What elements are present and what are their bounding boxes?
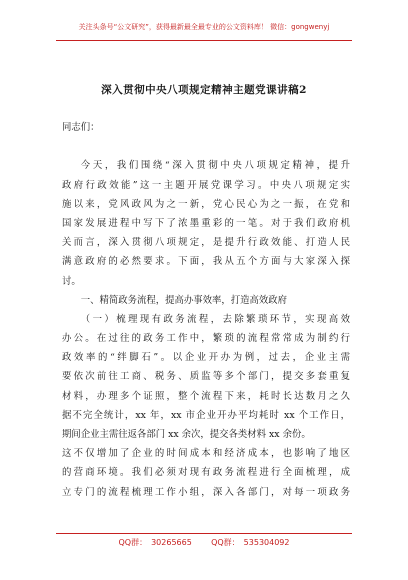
header-divider bbox=[56, 40, 352, 41]
qq-group-number: 30265665 bbox=[151, 538, 192, 547]
body-line: 的营商环境。我们必须对现有政务流程进行全面梳理，成 bbox=[62, 467, 350, 479]
body-line: 今天，我们围绕“深入贯彻中央八项规定精神，提升 bbox=[80, 160, 350, 172]
document-title: 深入贯彻中央八项规定精神主题党课讲稿2 bbox=[101, 84, 307, 96]
blank-line bbox=[62, 137, 350, 156]
body-line: 国家发展进程中写下了浓墨重彩的一笔。对于我们政府机 bbox=[62, 217, 350, 229]
body-line: 政效率的“绊脚石”。以企业开办为例，过去，企业主需 bbox=[62, 352, 350, 364]
salutation: 同志们： bbox=[62, 122, 100, 133]
qq-group-label: QQ群： bbox=[211, 538, 240, 547]
body-line: 满意政府的必然要求。下面，我从五个方面与大家深入探 bbox=[62, 256, 350, 268]
body-line: 这不仅增加了企业的时间成本和经济成本，也影响了地区 bbox=[62, 448, 350, 460]
body-line: （一）梳理现有政务流程，去除繁琐环节，实现高效 bbox=[80, 313, 350, 325]
footer-banner bbox=[56, 533, 352, 548]
body-line: 期间企业主需往返各部门 xx 余次，提交各类材料 xx 余份。 bbox=[62, 429, 311, 440]
body-line: 要依次前往工商、税务、质监等多个部门，提交多套重复 bbox=[62, 371, 350, 383]
body-line: 关而言，深入贯彻八项规定，是提升行政效能、打造人民 bbox=[62, 237, 350, 249]
qq-group-label: QQ群： bbox=[118, 538, 148, 547]
body-line: 立专门的流程梳理工作小组，深入各部门，对每一项政务 bbox=[62, 486, 350, 498]
qq-group-number: 535304092 bbox=[243, 538, 290, 547]
body-line: 政府行政效能”这一主题开展党课学习。中央八项规定实 bbox=[62, 179, 350, 191]
body-line: 讨。 bbox=[62, 275, 81, 287]
document-body bbox=[62, 118, 350, 502]
body-line: 办公。在过往的政务工作中，繁琐的流程常常成为制约行 bbox=[62, 333, 350, 345]
body-line: 施以来，党风政风为之一新，党心民心为之一振，在党和 bbox=[62, 198, 350, 210]
body-line: 材料，办理多个证照，整个流程下来，耗时长达数月之久 bbox=[62, 390, 350, 402]
header-banner: 关注头条号“公文研究”，获得最新最全最专业的公文资料库！ 微信：gongwenyj bbox=[78, 23, 330, 31]
body-line: 据不完全统计，xx 年，xx 市企业开办平均耗时 xx 个工作日， bbox=[62, 409, 350, 421]
section-heading: 一、精简政务流程，提高办事效率，打造高效政府 bbox=[80, 294, 288, 306]
